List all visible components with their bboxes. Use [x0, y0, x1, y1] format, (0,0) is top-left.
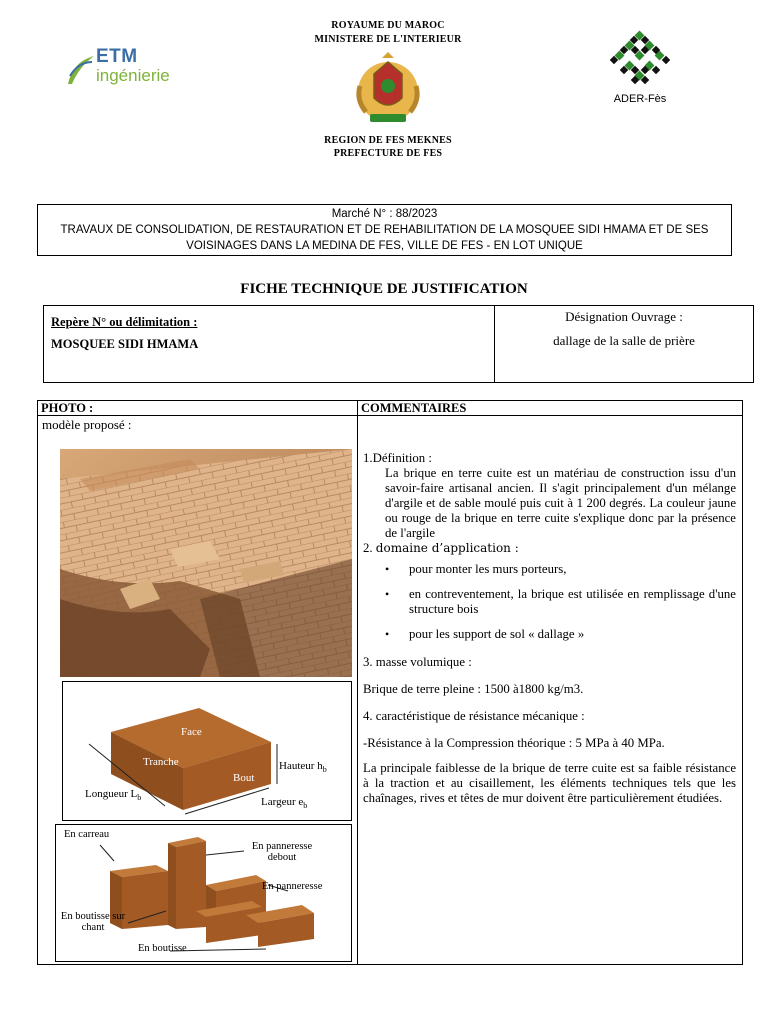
- table-column-divider: [357, 401, 358, 964]
- region-title: REGION DE FES MEKNES: [324, 135, 452, 146]
- table-header-divider: [38, 415, 742, 416]
- repere-box: [43, 305, 754, 383]
- definition-text: La brique en terre cuite est un matériau de construction issu d'un savoir-faire artisanal ancien. Il s'agit principalement d'un mélange d'argile et de sable moulé puis cuit à 1 200 degrés. La couleur jaune ou rouge de la brique en terre cuite s'explique donc par la présence de l'argile: [385, 466, 736, 540]
- masse-title: 3. masse volumique :: [363, 655, 472, 669]
- pose-boutisse-label: En boutisse: [138, 943, 187, 954]
- comments-header: COMMENTAIRES: [361, 401, 467, 415]
- etm-logo-name: ETM: [96, 46, 138, 67]
- masse-text: Brique de terre pleine : 1500 à1800 kg/m3.: [363, 682, 584, 696]
- brick-tranche-label: Tranche: [143, 756, 179, 768]
- comments-content: [363, 451, 736, 806]
- ader-label: ADER-Fès: [613, 93, 667, 105]
- pose-boutisse-chant-label: En boutisse sur chant: [60, 911, 126, 933]
- brick-longueur-label: Longueur $L_b$: [85, 788, 142, 803]
- coat-of-arms-icon: [352, 52, 424, 126]
- brick-nomenclature-diagram: [62, 681, 352, 821]
- designation-value: dallage de la salle de prière: [553, 333, 695, 348]
- repere-value: MOSQUEE SIDI HMAMA: [51, 337, 199, 351]
- faiblesse-text: La principale faiblesse de la brique de terre cuite est sa faible résistance à la traction et au cisaillement, les éléments techniques tels que les chaînages, rives et têtes de mur doivent être particulièrement étudiées.: [363, 761, 736, 805]
- list-item: • pour monter les murs porteurs,: [385, 562, 567, 576]
- marche-title-line2: VOISINAGES DANS LA MEDINA DE FES, VILLE DE FES - EN LOT UNIQUE: [186, 240, 583, 252]
- pose-panneresse-debout-label: En panneresse debout: [251, 841, 313, 863]
- definition-title: 1.Définition :: [363, 451, 432, 465]
- modele-label: modèle proposé :: [42, 417, 132, 432]
- pose-carreau-label: En carreau: [64, 829, 110, 840]
- brick-hauteur-label: Hauteur $h_b$: [279, 760, 327, 775]
- brick-largeur-label: Largeur $e_b$: [261, 796, 308, 811]
- etm-logo-subtitle: ingénierie: [96, 66, 170, 85]
- brick-laying-diagram: [55, 824, 352, 962]
- brick-face-label: Face: [181, 726, 202, 738]
- brick-bout-label: Bout: [233, 772, 255, 784]
- list-item: • pour les support de sol « dallage »: [385, 627, 585, 641]
- domaine-list: [363, 562, 736, 642]
- marche-box: [37, 204, 732, 256]
- etm-logo: [66, 44, 196, 90]
- prefecture-title: PREFECTURE DE FES: [333, 148, 443, 159]
- photo-header: PHOTO :: [41, 401, 94, 415]
- pose-panneresse-label: En panneresse: [262, 881, 323, 892]
- paving-photo: [60, 449, 352, 677]
- marche-title-line1: TRAVAUX DE CONSOLIDATION, DE RESTAURATION ET DE REHABILITATION DE LA MOSQUEE SIDI HMAMA ET DE SES: [60, 224, 709, 236]
- domaine-title: 2. domaine d’application :: [363, 541, 519, 555]
- repere-label: Repère N° ou délimitation :: [51, 315, 198, 329]
- resistance-text: -Résistance à la Compression théorique : 5 MPa à 40 MPa.: [363, 736, 665, 750]
- resistance-title: 4. caractéristique de résistance mécanique :: [363, 709, 585, 723]
- fiche-title: FICHE TECHNIQUE DE JUSTIFICATION: [240, 281, 528, 297]
- marche-number: Marché N° : 88/2023: [331, 208, 438, 220]
- list-item: • en contreventement, la brique est utilisée en remplissage d'une structure bois: [385, 587, 736, 616]
- ministry-title: MINISTERE DE L'INTERIEUR: [314, 34, 462, 45]
- leaf-icon: [66, 50, 96, 86]
- ader-logo-icon: [606, 30, 674, 92]
- designation-label: Désignation Ouvrage :: [565, 309, 683, 324]
- main-table: [37, 400, 743, 965]
- kingdom-title: ROYAUME DU MAROC: [331, 20, 445, 31]
